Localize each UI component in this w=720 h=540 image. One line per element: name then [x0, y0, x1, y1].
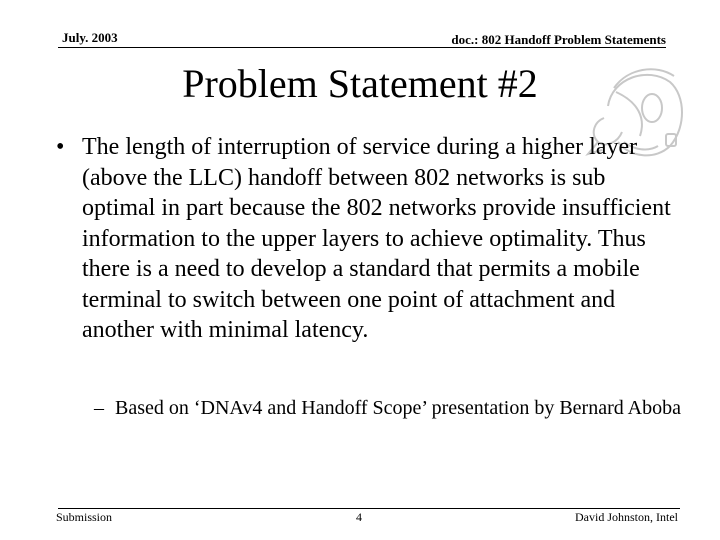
sub-bullet-marker: –	[94, 397, 104, 419]
main-bullet-text: The length of interruption of service during a higher layer (above the LLC) handoff between 802 networks is sub optimal in part because the 802 networks provide insufficient information to the upper layers to achieve optimality. Thus there is a need to develop a standard that permits a mobile terminal to switch between one point of attachment and another with minimal latency.	[82, 134, 671, 343]
bullet-marker: •	[56, 134, 65, 160]
slide-title: Problem Statement #2	[182, 61, 538, 106]
footer-author: David Johnston, Intel	[575, 510, 678, 524]
header-date: July. 2003	[62, 30, 118, 45]
header-doc-id: doc.: 802 Handoff Problem Statements	[451, 32, 666, 47]
main-bullet	[56, 132, 676, 346]
sub-bullet	[94, 396, 694, 421]
footer-page-number: 4	[356, 510, 362, 524]
header-divider	[58, 47, 666, 48]
sub-bullet-text: Based on ‘DNAv4 and Handoff Scope’ presentation by Bernard Aboba	[115, 397, 681, 419]
footer-divider	[58, 508, 680, 509]
footer-submission: Submission	[56, 510, 113, 524]
